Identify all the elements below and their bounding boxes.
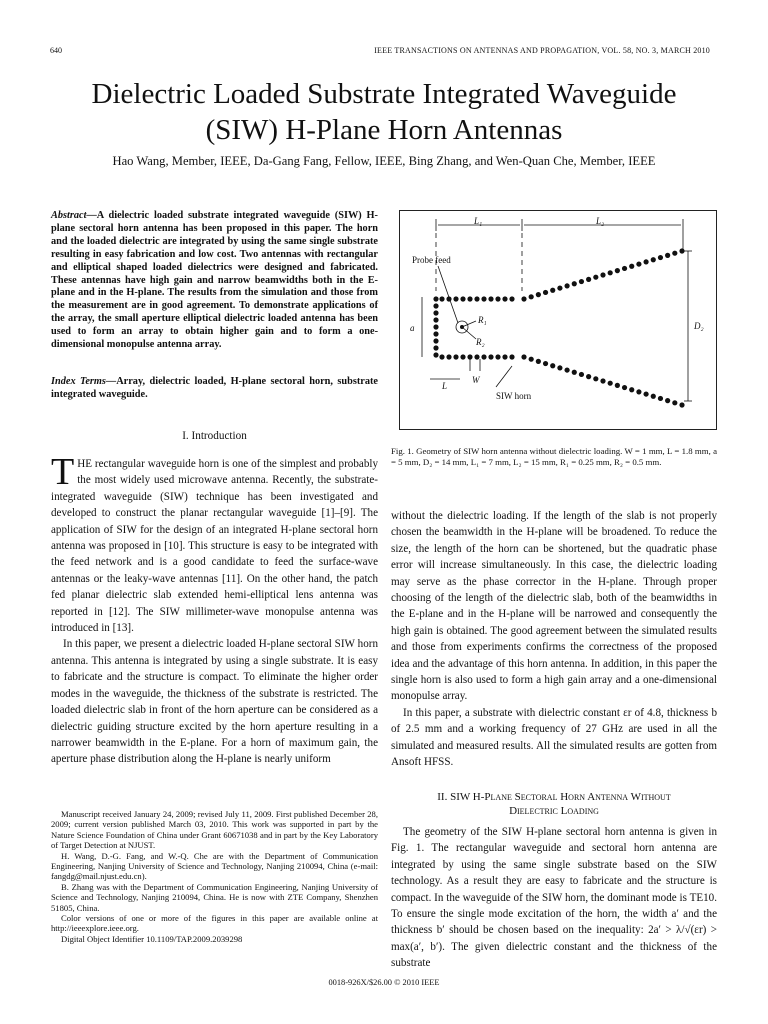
drop-cap: T	[51, 451, 75, 493]
via-hole	[439, 354, 444, 359]
via-hole	[453, 354, 458, 359]
via-hole	[593, 376, 598, 381]
via-hole	[543, 290, 548, 295]
via-hole	[495, 354, 500, 359]
via-hole	[502, 354, 507, 359]
via-hole	[529, 357, 534, 362]
page-number: 640	[50, 46, 62, 55]
via-hole	[622, 266, 627, 271]
via-hole	[488, 354, 493, 359]
section-2-paragraph-1: The geometry of the SIW H-plane sectoral horn antenna is given in Fig. 1. The rectangular waveguide and sectoral horn antenna are integrated by using the same single substrate based on the SIW technology. As a result they are easy to fabricate and the structure is compact. In the waveguide of the SIW horn, the dominant mode is TE10. To ensure the single mode excitation of the horn, the width a′ and the thickness b′ should be chosen based on the inequality: 2a′ > λ/√(εr) > max(a′, b′). The given dielectric constant and the thickness of the substrate	[391, 826, 717, 970]
via-hole	[543, 361, 548, 366]
radius-r1-line	[462, 321, 476, 327]
author-list: Hao Wang, Member, IEEE, Da-Gang Fang, Fellow, IEEE, Bing Zhang, and Wen-Quan Che, Member, IEEE	[112, 154, 656, 168]
copyright-footer: 0018-926X/$26.00 © 2010 IEEE	[328, 978, 440, 987]
label-a: a	[410, 323, 415, 333]
via-hole	[672, 251, 677, 256]
via-hole	[521, 354, 526, 359]
via-hole	[579, 372, 584, 377]
via-hole	[446, 354, 451, 359]
via-hole	[460, 354, 465, 359]
via-hole	[453, 296, 458, 301]
via-hole	[586, 374, 591, 379]
via-hole	[608, 381, 613, 386]
label-probe-feed: Probe feed	[412, 255, 451, 265]
introduction-body	[51, 451, 378, 768]
via-hole	[502, 296, 507, 301]
via-hole	[579, 279, 584, 284]
via-hole	[665, 398, 670, 403]
title-line-1: Dielectric Loaded Substrate Integrated Waveguide	[91, 78, 677, 110]
label-r2: R₂	[476, 337, 485, 347]
siw-horn-leader	[496, 366, 512, 387]
via-hole	[600, 272, 605, 277]
via-hole	[615, 383, 620, 388]
via-hole	[481, 354, 486, 359]
via-hole	[474, 296, 479, 301]
via-hole	[550, 363, 555, 368]
footnote-color-note: Color versions of one or more of the figures in this paper are available online at http://ieeexplore.ieee.org.	[51, 913, 378, 934]
via-hole	[665, 253, 670, 258]
via-hole	[439, 296, 444, 301]
via-hole	[557, 285, 562, 290]
journal-header: IEEE TRANSACTIONS ON ANTENNAS AND PROPAGATION, VOL. 58, NO. 3, MARCH 2010	[374, 46, 710, 55]
via-hole	[433, 345, 438, 350]
via-hole	[433, 303, 438, 308]
index-terms-text: Array, dielectric loaded, H-plane sectoral horn, substrate integrated waveguide.	[51, 376, 378, 400]
abstract-label: Abstract—	[51, 210, 97, 221]
via-hole	[474, 354, 479, 359]
first-page-footnote	[51, 809, 378, 944]
via-hole	[536, 359, 541, 364]
via-hole	[572, 370, 577, 375]
via-hole	[636, 389, 641, 394]
section-2-body	[391, 824, 717, 972]
paper-title	[40, 76, 728, 148]
via-hole	[495, 296, 500, 301]
abstract-text: A dielectric loaded substrate integrated waveguide (SIW) H-plane sectoral horn antenna has been proposed in this paper. The horn and the loaded dielectric are integrated by using the same single substrate resulting in easy fabrication and low cost. Two antennas with rectangular and elliptical shaped loaded dielectrics were designed and fabricated. These antennas have high gain and narrow beamwidths both in the E-plane and in the H-plane. The results from the simulation and those from the measurement are in good agreement. To demonstrate applications of the array, the small aperture elliptical dielectric loaded antenna has been used to form an array to obtain higher gain and to form a one-dimensional monopulse antenna array.	[51, 210, 378, 351]
via-hole	[433, 317, 438, 322]
section-heading-2	[391, 790, 717, 818]
abstract	[51, 210, 378, 352]
via-hole	[651, 394, 656, 399]
via-hole	[593, 275, 598, 280]
title-line-2: (SIW) H-Plane Horn Antennas	[205, 114, 563, 146]
via-hole	[629, 387, 634, 392]
via-hole	[488, 296, 493, 301]
via-hole	[651, 257, 656, 262]
siw-horn-geometry-drawing	[400, 211, 716, 429]
via-hole	[679, 248, 684, 253]
via-hole	[509, 296, 514, 301]
label-d2: D₂	[694, 321, 704, 331]
via-hole	[658, 396, 663, 401]
probe-feed-leader	[438, 266, 458, 323]
via-hole	[643, 259, 648, 264]
via-hole	[467, 354, 472, 359]
via-hole	[433, 352, 438, 357]
via-hole	[433, 324, 438, 329]
via-hole	[481, 296, 486, 301]
footnote-manuscript: Manuscript received January 24, 2009; revised July 11, 2009. First published December 28, 2009; current version published March 03, 2010. This work was supported in part by the Nature Science Foundation of China under Grant 60671038 and in part by the Key Laboratory of Target Detection at NJUST.	[51, 809, 378, 851]
via-hole	[433, 310, 438, 315]
via-hole	[622, 385, 627, 390]
intro-paragraph-1: THE rectangular waveguide horn is one of the simplest and probably the most widely used microwave antenna. Recently, the substrate-integrated waveguide (SIW) technique has been investigated and developed to construct the planar rectangular waveguide [1]–[9]. The application of SIW for the design of an integrated H-plane sectoral horn antenna was proposed in [10]. This structure is easy to be integrated with the feed network and is a good candidate to feed the surface-wave antennas or the leaky-wave antennas [11]. On the other hand, the patch fed planar dielectric slab extended hemi-elliptical lens antenna was reported in [12]. The SIW millimeter-wave monopulse antenna was introduced in [13].	[51, 451, 378, 635]
via-hole	[679, 402, 684, 407]
via-hole	[629, 264, 634, 269]
via-hole	[672, 400, 677, 405]
via-hole	[446, 296, 451, 301]
via-hole	[467, 296, 472, 301]
via-hole	[521, 296, 526, 301]
via-hole	[600, 378, 605, 383]
intro-paragraph-2: In this paper, we present a dielectric loaded H-plane sectoral SIW horn antenna. This antenna is integrated by using a single substrate. It is easy to fabricate and the structure is compact. To eliminate the higher order modes in the waveguide, the thickness of the substrate is restricted. The loaded dielectric slab in front of the horn aperture can be considered as a dielectric guiding structure excited by the horn aperture resulting in a narrower beamwidth in the E-plane. For a horn of maximum gain, the aperture phase distribution along the H-plane is nearly uniform	[51, 638, 378, 766]
via-hole	[564, 367, 569, 372]
via-hole	[509, 354, 514, 359]
via-hole	[564, 283, 569, 288]
label-l: L	[442, 381, 448, 391]
footnote-affiliation-2: B. Zhang was with the Department of Communication Engineering, Nanjing University of Science and Technology, Nanjing 210094, China. He is now with ZTE Company, Shenzhen 51805, China.	[51, 881, 378, 913]
via-hole	[636, 261, 641, 266]
via-hole	[433, 331, 438, 336]
via-hole	[460, 296, 465, 301]
right-paragraph-1: without the dielectric loading. If the length of the slab is not properly chosen the beamwidth in the H-plane will be broadened. To reduce the size, the length of the horn can be shortened, but the quadratic phase error will increase simultaneously. In this case, the dielectric loading may serve as the phase corrector in the H-plane. Through proper choosing of the length of the dielectric slab, both of the beamwidths in the E-plane and in the H-plane will be narrowed and consequently the high gain is obtained. The good agreement between the simulated results and those from experiments confirms the correctness of the proposed idea and the advantage of this horn antenna. In addition, in this paper the single horn is also used to form a high gain array and a one-dimensional monopulse array.	[391, 510, 717, 703]
via-hole	[572, 281, 577, 286]
section-2-heading-line-1: II. SIW H-Plane Sectoral Horn Antenna Without	[437, 791, 671, 803]
label-w: W	[472, 375, 480, 385]
figure-1-siw-horn-diagram	[399, 210, 717, 430]
via-hole	[550, 288, 555, 293]
section-2-heading-line-2: Dielectric Loading	[509, 805, 599, 817]
footnote-affiliation-1: H. Wang, D.-G. Fang, and W.-Q. Che are with the Department of Communication Engineering, Nanjing University of Science and Technology, Nanjing 210094, China (e-mail: fangdg@mail.njust.edu.cn).	[51, 850, 378, 882]
index-terms-label: Index Terms—	[51, 376, 117, 387]
footnote-doi: Digital Object Identifier 10.1109/TAP.2009.2039298	[61, 933, 243, 944]
index-terms	[51, 376, 378, 402]
via-hole	[433, 338, 438, 343]
right-paragraph-2: In this paper, a substrate with dielectric constant εr of 4.8, thickness b of 2.5 mm and a working frequency of 27 GHz are used in all the simulated and measured results. All the simulated results are gotten from Ansoft HFSS.	[391, 706, 717, 769]
right-column-body	[391, 508, 717, 771]
via-hole	[536, 292, 541, 297]
label-l1: L₁	[474, 216, 483, 226]
via-hole	[586, 277, 591, 282]
figure-1-caption: Fig. 1. Geometry of SIW horn antenna without dielectric loading. W = 1 mm, L = 1.8 mm, a = 5 mm, D₂ = 14 mm, L₁ = 7 mm, L₂ = 15 mm, R₁ = 0.25 mm, R₂ = 0.5 mm.	[391, 446, 717, 467]
via-hole	[615, 268, 620, 273]
via-hole	[643, 391, 648, 396]
label-siw-horn: SIW horn	[496, 391, 532, 401]
via-hole	[608, 270, 613, 275]
via-hole	[529, 294, 534, 299]
via-hole	[557, 365, 562, 370]
probe-point	[460, 325, 464, 329]
label-l2: L₂	[596, 216, 605, 226]
label-r1: R₁	[478, 315, 487, 325]
via-hole	[658, 255, 663, 260]
section-heading-introduction: I. Introduction	[182, 430, 247, 442]
via-hole	[433, 296, 438, 301]
